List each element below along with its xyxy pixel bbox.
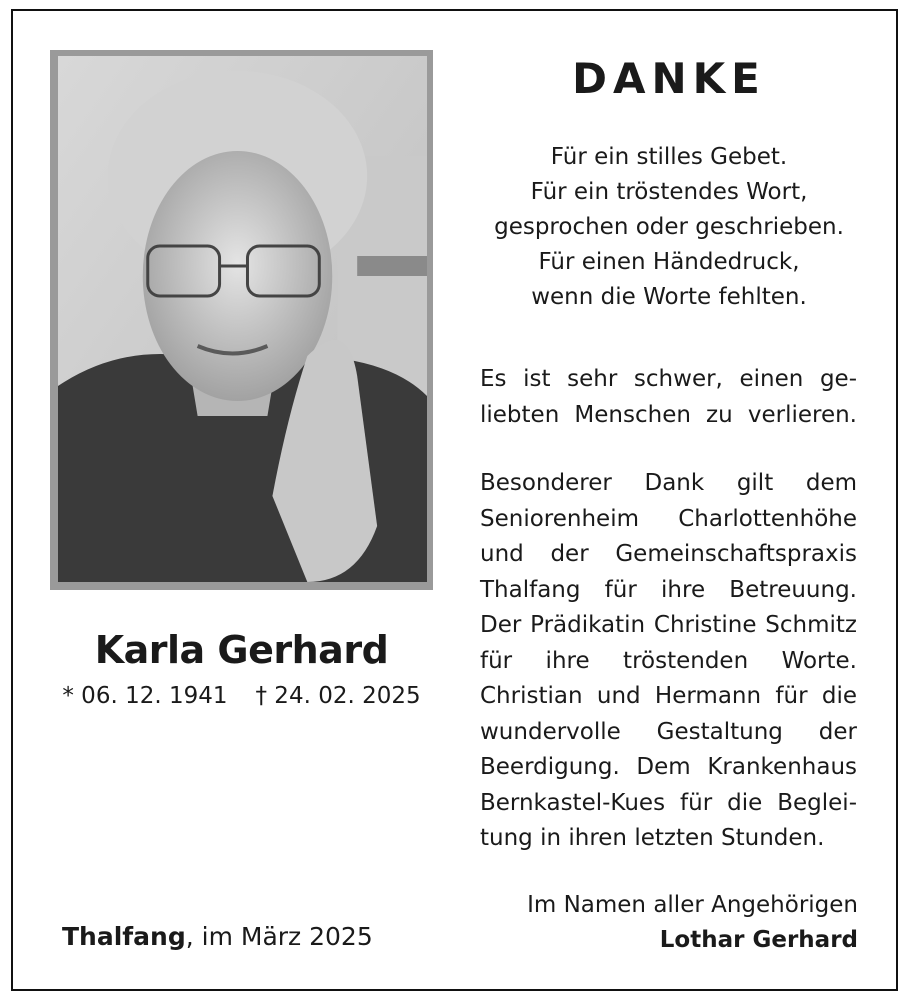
life-dates: [50, 683, 433, 709]
text-line: Bernkastel-Kues für die Beglei-: [480, 789, 857, 816]
text-line: wundervolle Gestaltung der: [480, 718, 857, 745]
text-line: Beerdigung. Dem Krankenhaus: [480, 754, 857, 780]
birth-date: * 06. 12. 1941: [62, 683, 228, 709]
text-line: Christian und Hermann für die: [480, 683, 857, 709]
place-city: Thalfang: [62, 922, 186, 951]
poem-line: Für einen Händedruck,: [538, 249, 800, 275]
text-line: liebten Menschen zu verlieren.: [480, 401, 857, 428]
poem: [478, 140, 860, 315]
poem-line: Für ein tröstendes Wort,: [530, 179, 808, 205]
signer-name: Lothar Gerhard: [659, 927, 858, 953]
poem-line: gesprochen oder geschrieben.: [494, 214, 844, 240]
text-line: für ihre tröstenden Worte.: [480, 647, 857, 674]
text-line: Es ist sehr schwer, einen ge-: [480, 366, 857, 392]
portrait-image: [58, 56, 427, 582]
place-date-text: , im März 2025: [185, 922, 373, 951]
poem-line: wenn die Worte fehlten.: [531, 284, 807, 310]
text-line: Seniorenheim Charlottenhöhe: [480, 505, 857, 532]
poem-line: Für ein stilles Gebet.: [550, 144, 788, 170]
text-line: und der Gemeinschaftspraxis: [480, 541, 857, 567]
signature-block: [527, 888, 858, 958]
paragraph-loss: [480, 362, 857, 433]
signature-line: Im Namen aller Angehörigen: [527, 892, 858, 918]
death-date: † 24. 02. 2025: [255, 683, 421, 709]
place-date: [62, 922, 373, 951]
text-line: Thalfang für ihre Betreuung.: [480, 576, 857, 603]
notice-title: DANKE: [572, 54, 766, 103]
portrait-photo: [50, 50, 433, 590]
deceased-name: Karla Gerhard: [94, 628, 389, 672]
paragraph-thanks: [480, 466, 857, 857]
text-line: Besonderer Dank gilt dem: [480, 470, 857, 496]
text-line: Der Prädikatin Christine Schmitz: [480, 612, 857, 638]
text-line: tung in ihren letzten Stunden.: [480, 825, 825, 851]
